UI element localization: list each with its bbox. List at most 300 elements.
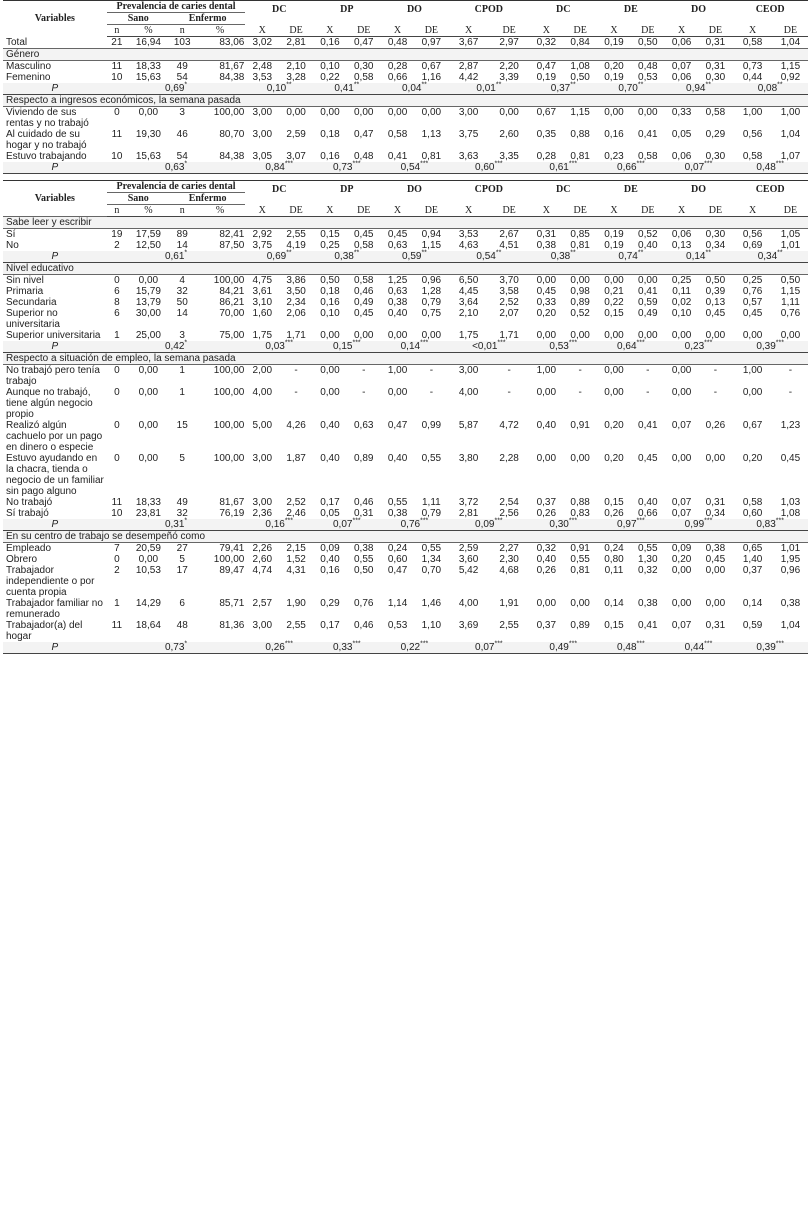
- table-row: [3, 453, 808, 497]
- cell-value: 3,53: [252, 72, 273, 83]
- cell-value: 3,60: [458, 554, 479, 565]
- cell-value: 48: [176, 620, 188, 631]
- cell-value: 2,57: [252, 598, 273, 609]
- cell-value: 0,41: [638, 286, 658, 297]
- p-index-value: [529, 642, 597, 654]
- cell-value: 1,10: [421, 620, 442, 631]
- cell-value: 3,70: [499, 275, 519, 286]
- p-value: 0,39: [756, 642, 776, 653]
- row-label: Obrero: [6, 554, 38, 565]
- cell-value: 1,15: [421, 240, 442, 251]
- cell-value: 0,31: [536, 229, 557, 240]
- cell-value: 0,92: [780, 72, 801, 83]
- cell-value: 0,24: [387, 543, 408, 554]
- cell-value: 0,30: [705, 72, 726, 83]
- cell-value: 2,07: [499, 308, 519, 319]
- cell-value: 0,88: [570, 497, 590, 508]
- p-index-value: [665, 251, 733, 263]
- p-prev-value: 0,73: [164, 642, 185, 653]
- cell-value: 2,60: [499, 129, 519, 140]
- cell-value: 0,52: [638, 229, 658, 240]
- p-prev-sig: *: [184, 339, 188, 347]
- cell-value: 0,39: [705, 286, 726, 297]
- cell-value: 0,15: [604, 620, 624, 631]
- p-sig: ***: [636, 160, 645, 168]
- row-label: Estuvo ayudando en la chacra, tienda o negocio de un familiar sin pago alguno: [6, 453, 104, 497]
- p-sig: ***: [497, 339, 506, 347]
- cell-value: 0,00: [705, 330, 726, 341]
- cell-value: 0,00: [570, 330, 590, 341]
- cell-value: 0,05: [671, 129, 692, 140]
- row-label: Femenino: [6, 72, 51, 83]
- cell-value: 0,63: [387, 286, 408, 297]
- p-index-value: [597, 83, 665, 95]
- cell-value: 0,81: [570, 151, 590, 162]
- p-index-value: [245, 642, 313, 654]
- header-row-1: [3, 181, 808, 193]
- p-value: 0,41: [334, 83, 354, 94]
- cell-value: 1,75: [458, 330, 479, 341]
- cell-value: 0,18: [320, 286, 340, 297]
- p-value: 0,53: [549, 341, 569, 352]
- cell-value: -: [713, 365, 718, 376]
- p-value: 0,83: [756, 519, 776, 530]
- p-value: 0,54: [476, 251, 496, 262]
- header-enfermo: Enfermo: [170, 193, 246, 205]
- cell-value: 0,46: [354, 497, 374, 508]
- cell-value: 0,45: [705, 308, 726, 319]
- cell-value: 1,00: [742, 107, 763, 118]
- cell-value: 0,81: [570, 565, 590, 576]
- cell-value: 10,53: [135, 565, 161, 576]
- cell-value: 0,19: [604, 229, 624, 240]
- cell-value: 0,29: [705, 129, 726, 140]
- cell-value: 15: [176, 420, 188, 431]
- cell-value: 2,20: [499, 61, 519, 72]
- cell-value: 3,02: [252, 37, 273, 48]
- row-label: Masculino: [6, 61, 52, 72]
- table-row: [3, 151, 808, 162]
- cell-value: 0,38: [387, 508, 408, 519]
- p-value: 0,04: [401, 83, 422, 94]
- table-row: [3, 286, 808, 297]
- cell-value: 0,06: [671, 229, 692, 240]
- cell-value: 0,25: [742, 275, 763, 286]
- table-row: [3, 508, 808, 519]
- row-label: Aunque no trabajó, tiene algún negocio propio: [6, 387, 93, 420]
- cell-value: 1,90: [286, 598, 306, 609]
- table-row: [3, 387, 808, 420]
- cell-value: 0,35: [536, 129, 557, 140]
- cell-value: 0,85: [570, 229, 590, 240]
- cell-value: 0,00: [671, 453, 692, 464]
- p-sig: ***: [352, 640, 361, 648]
- cell-value: 1,40: [742, 554, 763, 565]
- table-row: [3, 620, 808, 642]
- p-index-value: [313, 251, 381, 263]
- table-row: [3, 497, 808, 508]
- p-prev-value: 0,31: [164, 519, 185, 530]
- cell-value: 1: [114, 598, 120, 609]
- cell-value: 0,22: [320, 72, 340, 83]
- cell-value: 4,74: [252, 565, 273, 576]
- cell-value: 0,10: [671, 308, 692, 319]
- header-block-2: [3, 181, 808, 217]
- cell-value: 0,20: [536, 308, 557, 319]
- p-index-value: [381, 341, 449, 353]
- section-header: [3, 49, 808, 61]
- cell-value: 1,11: [781, 297, 800, 308]
- cell-value: 19: [111, 229, 123, 240]
- header-index: DC: [529, 181, 597, 205]
- cell-value: 0,20: [671, 554, 692, 565]
- cell-value: 7: [114, 543, 120, 554]
- p-sig: ***: [420, 160, 429, 168]
- cell-value: 0,81: [421, 151, 442, 162]
- header-sub: %: [195, 25, 246, 37]
- header-x: X: [245, 25, 279, 37]
- p-label: P: [3, 83, 107, 95]
- p-prev-value: 0,69: [164, 83, 185, 94]
- cell-value: 85,71: [219, 598, 245, 609]
- cell-value: 2,55: [499, 620, 519, 631]
- cell-value: 0,00: [638, 330, 658, 341]
- p-label: P: [3, 162, 107, 174]
- p-index-value: [597, 162, 665, 174]
- row-label: Primaria: [6, 286, 44, 297]
- cell-value: 0,02: [671, 297, 692, 308]
- cell-value: 0,98: [570, 286, 590, 297]
- p-sig: **: [570, 249, 576, 257]
- cell-value: 0,69: [742, 240, 763, 251]
- cell-value: 0,45: [354, 229, 374, 240]
- p-value: 0,30: [549, 519, 569, 530]
- cell-value: 1,01: [780, 543, 801, 554]
- p-value: 0,23: [684, 341, 705, 352]
- p-index-value: [665, 642, 733, 654]
- p-value: 0,15: [333, 341, 353, 352]
- cell-value: 0,00: [387, 330, 408, 341]
- table-row: [3, 297, 808, 308]
- cell-value: 1,25: [387, 275, 408, 286]
- total-row: [3, 37, 808, 49]
- cell-value: 0,45: [354, 308, 374, 319]
- p-sig: ***: [636, 339, 645, 347]
- cell-value: 0,59: [742, 620, 763, 631]
- cell-value: 0,76: [780, 308, 801, 319]
- cell-value: 0,25: [320, 240, 340, 251]
- cell-value: 0,00: [286, 107, 306, 118]
- cell-value: 0,26: [604, 508, 624, 519]
- cell-value: 13,79: [135, 297, 161, 308]
- cell-value: 100,00: [213, 365, 245, 376]
- cell-value: 5: [179, 453, 185, 464]
- cell-value: 17,59: [135, 229, 161, 240]
- header-sub: n: [107, 205, 127, 217]
- cell-value: 1,15: [570, 107, 590, 118]
- cell-value: 1,75: [252, 330, 273, 341]
- cell-value: 0: [114, 420, 120, 431]
- cell-value: 0,00: [604, 387, 624, 398]
- header-de: DE: [347, 25, 381, 37]
- p-index-value: [597, 251, 665, 263]
- cell-value: 0,58: [638, 151, 658, 162]
- cell-value: 0,48: [638, 61, 658, 72]
- cell-value: 5,87: [458, 420, 479, 431]
- cell-value: 0,33: [671, 107, 692, 118]
- header-sub: %: [127, 205, 170, 217]
- cell-value: 0,58: [354, 72, 374, 83]
- cell-value: 1,08: [570, 61, 590, 72]
- cell-value: 15,63: [135, 72, 161, 83]
- p-index-value: [448, 251, 529, 263]
- cell-value: 0,57: [742, 297, 763, 308]
- cell-value: 0,00: [354, 107, 374, 118]
- cell-value: 0,00: [570, 598, 590, 609]
- cell-value: 0,28: [387, 61, 408, 72]
- cell-value: 17: [176, 565, 188, 576]
- cell-value: 2,55: [286, 620, 306, 631]
- cell-value: 0,50: [570, 72, 590, 83]
- cell-value: 1,16: [421, 72, 442, 83]
- p-value: 0,73: [333, 162, 353, 173]
- cell-value: -: [294, 387, 298, 398]
- cell-value: 0,40: [320, 554, 340, 565]
- cell-value: 3,50: [286, 286, 306, 297]
- cell-value: 1,23: [780, 420, 801, 431]
- cell-value: 1,00: [742, 365, 763, 376]
- p-sig: ***: [568, 517, 578, 525]
- cell-value: 3,53: [458, 229, 479, 240]
- cell-value: 0,89: [570, 620, 590, 631]
- cell-value: 0,31: [705, 497, 726, 508]
- header-de: DE: [699, 205, 733, 217]
- p-sig: ***: [704, 160, 713, 168]
- section-title: Género: [3, 49, 808, 61]
- p-sig: **: [495, 81, 502, 89]
- p-value: 0,38: [334, 251, 354, 262]
- cell-value: 0,00: [705, 598, 726, 609]
- header-index: DO: [381, 1, 449, 25]
- header-index: CPOD: [448, 181, 529, 205]
- cell-value: 2,30: [499, 554, 519, 565]
- cell-value: 0,80: [604, 554, 624, 565]
- p-index-value: [381, 642, 449, 654]
- p-sig: ***: [704, 517, 713, 525]
- cell-value: -: [294, 365, 298, 376]
- section-title: Respecto a situación de empleo, la semana pasada: [3, 353, 808, 365]
- section-header: [3, 217, 808, 229]
- p-index-value: [665, 341, 733, 353]
- row-label: Sí: [6, 229, 16, 240]
- cell-value: 2,55: [286, 229, 306, 240]
- row-label: Sí trabajó: [6, 508, 49, 519]
- cell-value: 0,40: [387, 453, 408, 464]
- p-index-value: [313, 519, 381, 531]
- cell-value: 0,07: [671, 620, 692, 631]
- cell-value: 0,00: [421, 330, 442, 341]
- cell-value: 1,15: [780, 61, 801, 72]
- cell-value: 0,00: [671, 365, 692, 376]
- cell-value: 0,46: [354, 286, 374, 297]
- cell-value: 3,00: [458, 107, 479, 118]
- table-row: [3, 420, 808, 453]
- cell-value: 1,04: [780, 620, 801, 631]
- p-index-value: [313, 162, 381, 174]
- cell-value: 3,00: [252, 620, 273, 631]
- p-sig: ***: [352, 160, 361, 168]
- cell-value: 0,00: [705, 453, 726, 464]
- cell-value: 0: [114, 275, 120, 286]
- cell-value: 0,20: [604, 453, 624, 464]
- cell-value: -: [429, 387, 434, 398]
- cell-value: 0: [114, 453, 120, 464]
- p-value: 0,70: [618, 83, 638, 94]
- p-value-row: [3, 251, 808, 263]
- cell-value: 0,47: [354, 37, 374, 48]
- p-prevalence: [107, 341, 246, 353]
- cell-value: 0,24: [604, 543, 624, 554]
- cell-value: 0,66: [387, 72, 408, 83]
- cell-value: 0,25: [671, 275, 692, 286]
- cell-value: 0,00: [421, 107, 442, 118]
- row-label: Total: [6, 36, 28, 48]
- cell-value: 2,10: [458, 308, 479, 319]
- p-sig: ***: [568, 160, 578, 168]
- cell-value: 1,52: [286, 554, 306, 565]
- cell-value: 11: [111, 129, 123, 140]
- p-value: 0,49: [549, 642, 569, 653]
- p-value: 0,09: [475, 519, 495, 530]
- cell-value: 0,37: [742, 565, 763, 576]
- cell-value: 0,94: [421, 229, 442, 240]
- cell-value: 0,34: [705, 240, 726, 251]
- cell-value: 0,58: [354, 240, 374, 251]
- cell-value: 0,19: [604, 240, 624, 251]
- cell-value: 0,97: [421, 37, 442, 48]
- cell-value: 0,20: [604, 61, 624, 72]
- header-x: X: [313, 205, 347, 217]
- cell-value: 81,67: [219, 61, 245, 72]
- cell-value: 0,07: [671, 420, 692, 431]
- cell-value: 3,75: [252, 240, 273, 251]
- p-prevalence: [107, 83, 246, 95]
- cell-value: 0,65: [742, 543, 763, 554]
- cell-value: 0,07: [671, 508, 692, 519]
- p-sig: **: [705, 81, 711, 89]
- cell-value: 0,09: [671, 543, 692, 554]
- cell-value: 0,00: [536, 598, 557, 609]
- row-label: Trabajador independiente o por cuenta propia: [6, 565, 95, 598]
- cell-value: 1,08: [780, 508, 801, 519]
- cell-value: 0,16: [320, 297, 340, 308]
- section-header: [3, 95, 808, 107]
- header-de: DE: [279, 205, 313, 217]
- cell-value: 89: [176, 229, 188, 240]
- p-index-value: [245, 162, 313, 174]
- p-prev-sig: *: [184, 640, 188, 648]
- cell-value: 0,34: [705, 508, 726, 519]
- cell-value: 3,61: [252, 286, 273, 297]
- cell-value: 18,33: [135, 497, 161, 508]
- cell-value: 0,38: [536, 240, 557, 251]
- cell-value: 3,00: [458, 365, 479, 376]
- cell-value: 5,00: [252, 420, 273, 431]
- cell-value: 2,46: [286, 508, 306, 519]
- cell-value: 0,06: [671, 72, 692, 83]
- cell-value: 5: [179, 554, 185, 565]
- cell-value: 1,15: [780, 286, 801, 297]
- cell-value: 0,00: [536, 330, 557, 341]
- cell-value: 1,30: [638, 554, 658, 565]
- cell-value: 0,55: [354, 554, 374, 565]
- cell-value: 50: [176, 297, 188, 308]
- p-index-value: [732, 162, 808, 174]
- p-value: 0,03: [265, 341, 285, 352]
- cell-value: 27: [176, 543, 188, 554]
- p-value: 0,16: [265, 519, 285, 530]
- cell-value: 1,71: [499, 330, 519, 341]
- cell-value: 0,14: [742, 598, 763, 609]
- p-sig: ***: [494, 517, 503, 525]
- p-index-value: [245, 251, 313, 263]
- cell-value: 6: [114, 286, 120, 297]
- cell-value: 0,81: [570, 240, 590, 251]
- cell-value: 2,92: [252, 229, 273, 240]
- header-x: X: [597, 205, 631, 217]
- row-label: Superior no universitaria: [6, 308, 60, 330]
- p-value: 0,22: [400, 642, 421, 653]
- p-index-value: [381, 162, 449, 174]
- cell-value: 4,00: [252, 387, 273, 398]
- p-index-value: [381, 519, 449, 531]
- cell-value: -: [646, 365, 650, 376]
- row-label: Al cuidado de su hogar y no trabajó: [6, 129, 87, 151]
- cell-value: 0,45: [780, 453, 801, 464]
- cell-value: 3,05: [252, 151, 273, 162]
- table-row: [3, 365, 808, 388]
- header-x: X: [313, 25, 347, 37]
- p-label: P: [3, 251, 107, 263]
- cell-value: 0,00: [604, 107, 624, 118]
- p-index-value: [245, 83, 313, 95]
- cell-value: 0,15: [604, 497, 624, 508]
- cell-value: 3,58: [499, 286, 519, 297]
- row-label: Superior universitaria: [6, 330, 101, 341]
- cell-value: 0,40: [638, 497, 658, 508]
- header-sub: n: [107, 25, 127, 37]
- cell-value: 11: [111, 620, 123, 631]
- cell-value: 0,06: [671, 37, 692, 48]
- cell-value: 0,40: [320, 453, 340, 464]
- cell-value: 4,26: [286, 420, 306, 431]
- p-value-row: [3, 83, 808, 95]
- section-header: [3, 263, 808, 275]
- p-sig: ***: [775, 640, 784, 648]
- p-index-value: [448, 83, 529, 95]
- cell-value: 3,10: [252, 297, 273, 308]
- p-index-value: [448, 519, 529, 531]
- cell-value: 2,81: [286, 37, 306, 48]
- header-index: CEOD: [732, 181, 808, 205]
- cell-value: 3,00: [252, 129, 273, 140]
- p-prevalence: [107, 251, 246, 263]
- cell-value: 1,05: [780, 229, 801, 240]
- cell-value: 0,00: [387, 387, 408, 398]
- cell-value: 0,58: [387, 129, 408, 140]
- table-row: [3, 107, 808, 130]
- header-x: X: [245, 205, 279, 217]
